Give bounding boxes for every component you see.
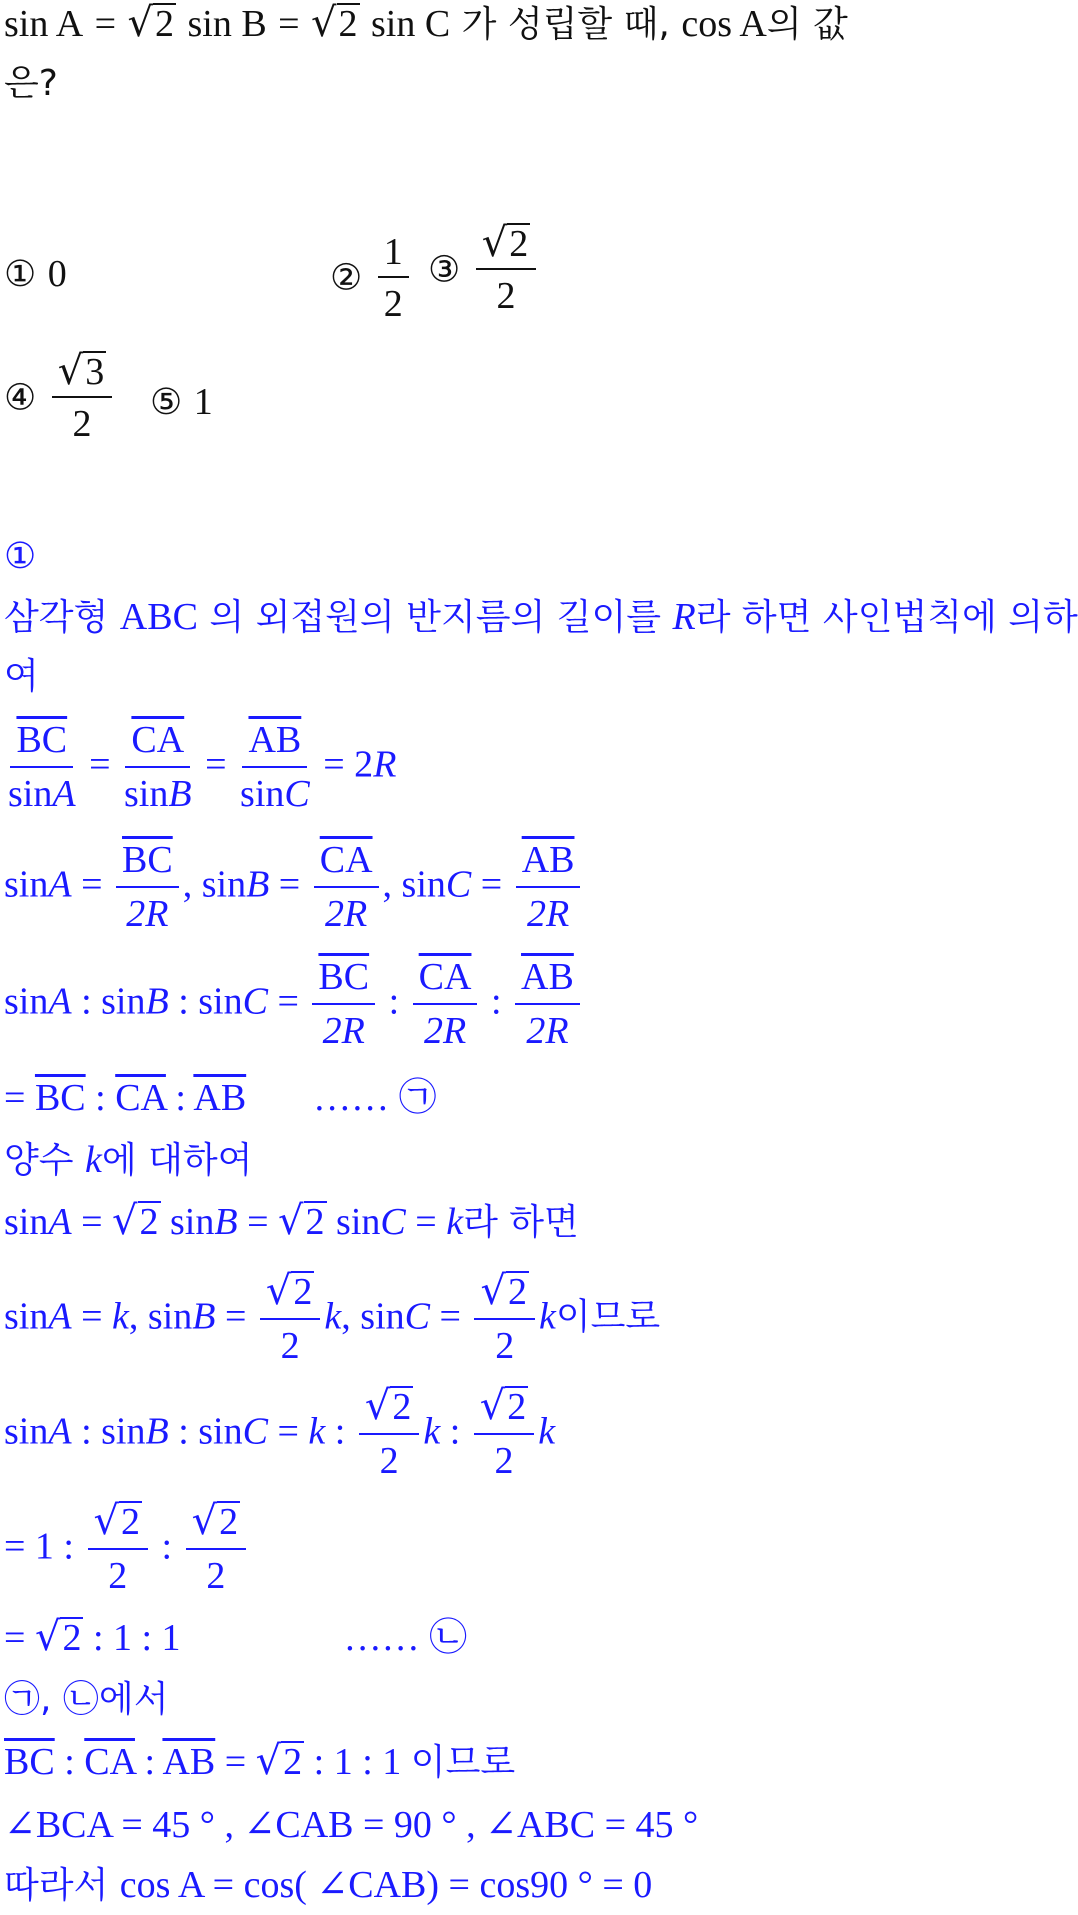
positive-k: 양수 k에 대하여 [4, 1139, 253, 1181]
choice-4[interactable]: ④ √ 3 2 [4, 350, 116, 446]
solution-intro-2: 여 [4, 656, 39, 697]
sines-in-k: sinA = k, sinB = √ 2 2 k, sinC = √ 2 2 k이므로 [4, 1268, 661, 1367]
sine-expressions: sinA = $\frac{\overline{BC}}{2R}$ , sinB = $\frac{\overline{CA}}{2R}$ , sinC = $\frac{\overline{AB}}{2R}$ [4, 838, 584, 937]
answer-marker: ① [4, 536, 37, 577]
set-k: sinA = √ 2 sinB = √ 2 sinC = k라 하면 [4, 1198, 579, 1244]
ratio-simplified: = √ 2 : 1 : 1 …… ㉡ [4, 1614, 468, 1660]
choice-3[interactable]: ③ √ 2 2 [428, 222, 540, 318]
question-line-2: 은? [4, 63, 58, 104]
sqrt-symbol: √ 2 [127, 0, 175, 46]
marker-nieun: ㉡ [429, 1615, 468, 1659]
solution-intro: 삼각형 ABC 의 외접원의 반지름의 길이를 R라 하면 사인법칙에 의하 [4, 596, 1078, 638]
sine-ratio: sinA : sinB : sinC = $\frac{\overline{BC}}{2R}$ : $\frac{\overline{CA}}{2R}$ : $\frac{\overline{AB}}{2R}$ [4, 955, 584, 1054]
side-ratio: = $\overline{BC}$ : $\overline{CA}$ : $\overline{AB}$ …… ㉠ [4, 1075, 437, 1119]
math-sinA: sin A [4, 3, 84, 45]
conclusion: 따라서 cos A = cos( ∠CAB) = cos90 ° = 0 [4, 1864, 653, 1906]
marker-giyeok: ㉠ [398, 1075, 437, 1119]
question-line-1: sin A = √ 2 sin B = √ 2 sin C 가 성립할 때, cos A의 값 [4, 0, 848, 46]
choice-5[interactable]: ⑤ 1 [150, 381, 213, 423]
choice-1[interactable]: ① 0 [4, 253, 67, 295]
ratio-in-k: sinA : sinB : sinC = k : √ 2 2 k : √ 2 2 k [4, 1383, 556, 1482]
angles: ∠BCA = 45 ° , ∠CAB = 90 ° , ∠ABC = 45 ° [4, 1804, 699, 1846]
ratio-numeric: = 1 : √ 2 2 : √ 2 2 [4, 1500, 250, 1599]
question-text: 가 성립할 때, [461, 4, 670, 45]
choice-2[interactable]: ② $\frac{1}{2}$ [330, 230, 413, 326]
side-ratio-result: $\overline{BC}$ : $\overline{CA}$ : $\overline{AB}$ = √ 2 : 1 : 1 이므로 [4, 1738, 516, 1784]
law-of-sines: $\frac{\overline{BC}}{\sin A}$ = $\frac{\overline{CA}}{\sin B}$ = $\frac{\overline{AB}}{\sin C}$ = 2R [8, 719, 397, 815]
from-markers: ㉠, ㉡에서 [4, 1679, 169, 1720]
